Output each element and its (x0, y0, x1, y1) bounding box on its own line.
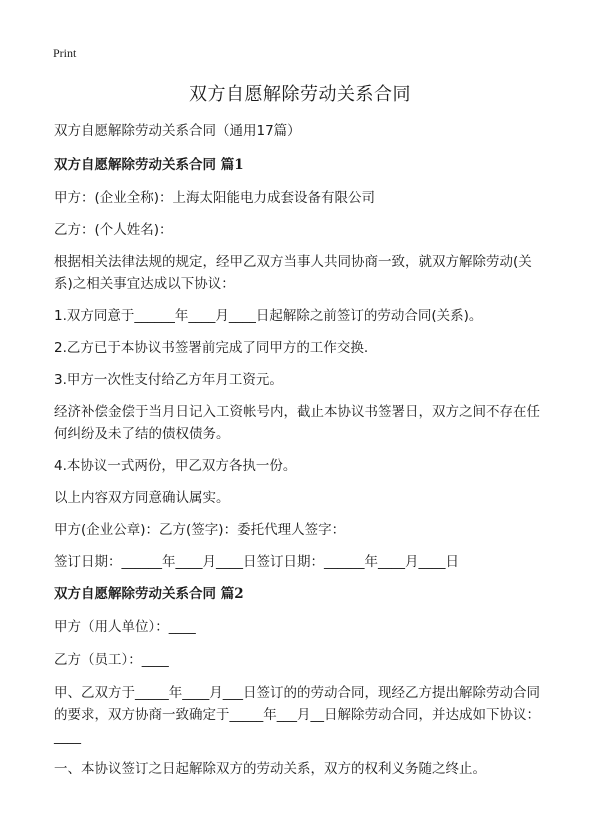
clause-item-2: 2.乙方已于本协议书签署前完成了同甲方的工作交换. (54, 340, 369, 356)
party-b-line: 乙方：(个人姓名)： (54, 222, 173, 238)
clause-item-4: 4.本协议一式两份，甲乙双方各执一份。 (54, 458, 297, 474)
signature-line: 甲方(企业公章)：乙方(签字)：委托代理人签字： (54, 522, 346, 538)
termination-intro: 甲、乙双方于_____年____月___日签订的的劳动合同，现经乙方提出解除劳动合同的要求，双方协商一致确定于_____年___月__日解除劳动合同，并达成如下协议：____ (54, 685, 540, 745)
section-heading-1: 双方自愿解除劳动关系合同 篇1 (54, 157, 244, 173)
compensation-paragraph: 经济补偿金偿于当月日记入工资帐号内，截止本协议书签署日，双方之间不存在任何纠纷及未了结的债权债务。 (54, 404, 540, 442)
employer-line: 甲方（用人单位）：____ (54, 619, 196, 635)
sign-date-line: 签订日期：______年____月____日签订日期：______年____月____日 (54, 554, 459, 570)
print-link[interactable]: Print (53, 46, 77, 60)
termination-clause-1: 一、本协议签订之日起解除双方的劳动关系，双方的权利义务随之终止。 (54, 761, 486, 777)
section-heading-2: 双方自愿解除劳动关系合同 篇2 (54, 586, 244, 602)
employee-line: 乙方（员工）：____ (54, 652, 169, 668)
document-body (54, 120, 550, 780)
confirmation-line: 以上内容双方同意确认属实。 (54, 490, 230, 506)
page-title: 双方自愿解除劳动关系合同 (189, 84, 411, 105)
document-subtitle: 双方自愿解除劳动关系合同（通用17篇） (54, 123, 301, 139)
agreement-intro: 根据相关法律法规的规定，经甲乙双方当事人共同协商一致，就双方解除劳动(关系)之相关事宜达成以下协议： (54, 254, 532, 292)
clause-item-3: 3.甲方一次性支付给乙方年月工资元。 (54, 372, 283, 388)
party-a-line: 甲方：(企业全称)：上海太阳能电力成套设备有限公司 (54, 190, 376, 206)
clause-item-1: 1.双方同意于______年____月____日起解除之前签订的劳动合同(关系)。 (54, 308, 483, 324)
